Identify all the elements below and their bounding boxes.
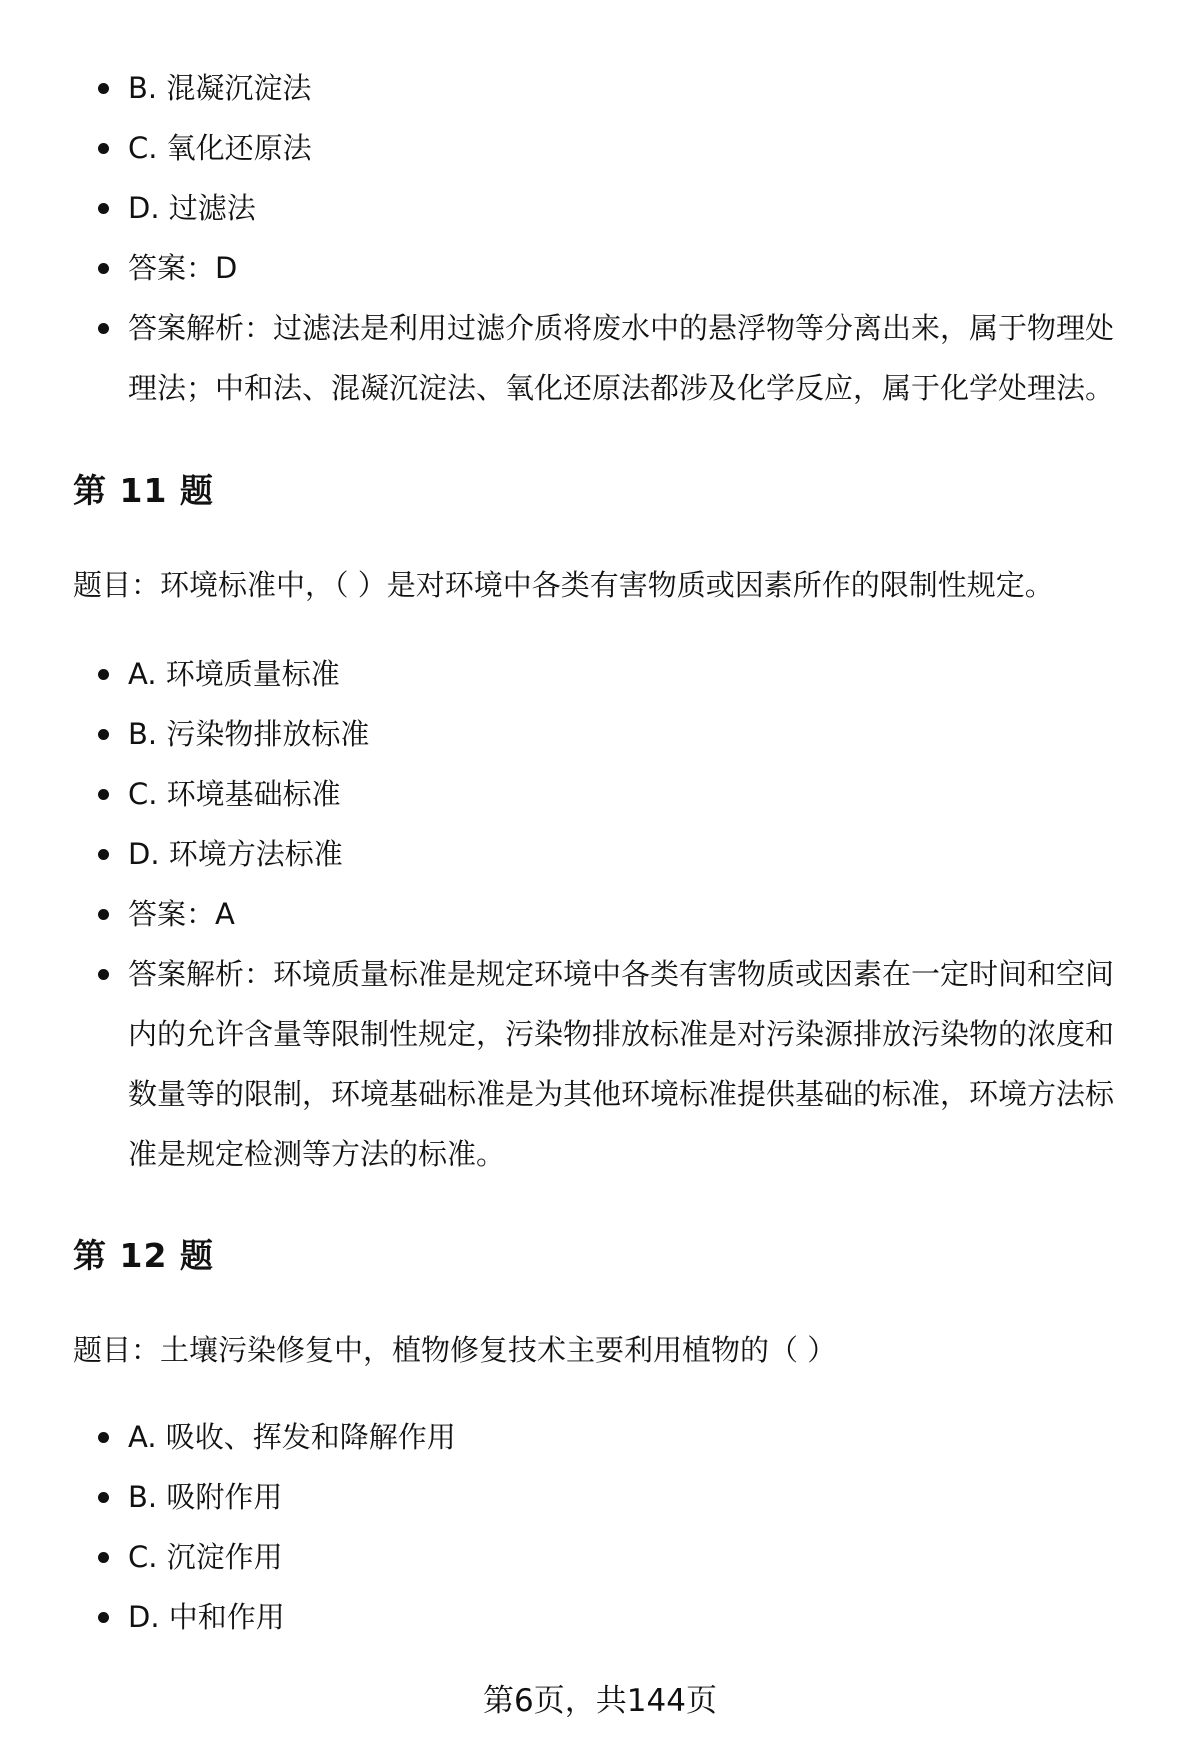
question-11-options: [0, 644, 1200, 1184]
option-text: B. 吸附作用: [128, 1480, 283, 1514]
option-text: C. 氧化还原法: [128, 131, 312, 165]
option-b: [0, 704, 1200, 764]
bullet-icon: [98, 263, 109, 274]
answer: [0, 238, 1200, 298]
bullet-icon: [98, 1492, 109, 1503]
bullet-icon: [98, 849, 109, 860]
answer-text: 答案：D: [128, 251, 238, 285]
answer: [0, 884, 1200, 944]
option-text: C. 环境基础标准: [128, 777, 341, 811]
question-12-options: [0, 1407, 1200, 1647]
bullet-icon: [98, 669, 109, 680]
bullet-icon: [98, 909, 109, 920]
bullet-icon: [98, 729, 109, 740]
question-stem: 题目：土壤污染修复中，植物修复技术主要利用植物的（ ）: [73, 1333, 837, 1367]
option-text: A. 环境质量标准: [128, 657, 340, 691]
bullet-icon: [98, 323, 109, 334]
option-a: [0, 644, 1200, 704]
bullet-icon: [98, 1432, 109, 1443]
option-c: [0, 764, 1200, 824]
answer-text: 答案：A: [128, 897, 235, 931]
page-number: 第6页，共144页: [483, 1683, 717, 1719]
option-text: B. 混凝沉淀法: [128, 71, 312, 105]
answer-explanation: [0, 944, 1200, 1184]
answer-explanation: [0, 298, 1200, 418]
bullet-icon: [98, 143, 109, 154]
option-d: [0, 1587, 1200, 1647]
bullet-icon: [98, 83, 109, 94]
question-10-options: [0, 58, 1200, 418]
bullet-icon: [98, 203, 109, 214]
option-b: [0, 58, 1200, 118]
option-c: [0, 118, 1200, 178]
explanation-text: 答案解析：过滤法是利用过滤介质将废水中的悬浮物等分离出来，属于物理处理法；中和法、混凝沉淀法、氧化还原法都涉及化学反应，属于化学处理法。: [128, 311, 1115, 405]
bullet-icon: [98, 1552, 109, 1563]
option-d: [0, 178, 1200, 238]
question-title: 第 12 题: [73, 1236, 214, 1275]
option-text: A. 吸收、挥发和降解作用: [128, 1420, 456, 1454]
option-b: [0, 1467, 1200, 1527]
option-text: C. 沉淀作用: [128, 1540, 283, 1574]
explanation-text: 答案解析：环境质量标准是规定环境中各类有害物质或因素在一定时间和空间内的允许含量等限制性规定，污染物排放标准是对污染源排放污染物的浓度和数量等的限制，环境基础标准是为其他环境标准提供基础的标准，环境方法标准是规定检测等方法的标准。: [128, 957, 1115, 1171]
option-d: [0, 824, 1200, 884]
question-title: 第 11 题: [73, 471, 214, 510]
bullet-icon: [98, 789, 109, 800]
option-text: D. 过滤法: [128, 191, 256, 225]
question-stem: 题目：环境标准中，（ ）是对环境中各类有害物质或因素所作的限制性规定。: [73, 568, 1054, 602]
bullet-icon: [98, 969, 109, 980]
option-text: B. 污染物排放标准: [128, 717, 370, 751]
option-a: [0, 1407, 1200, 1467]
option-c: [0, 1527, 1200, 1587]
bullet-icon: [98, 1612, 109, 1623]
option-text: D. 环境方法标准: [128, 837, 343, 871]
option-text: D. 中和作用: [128, 1600, 285, 1634]
